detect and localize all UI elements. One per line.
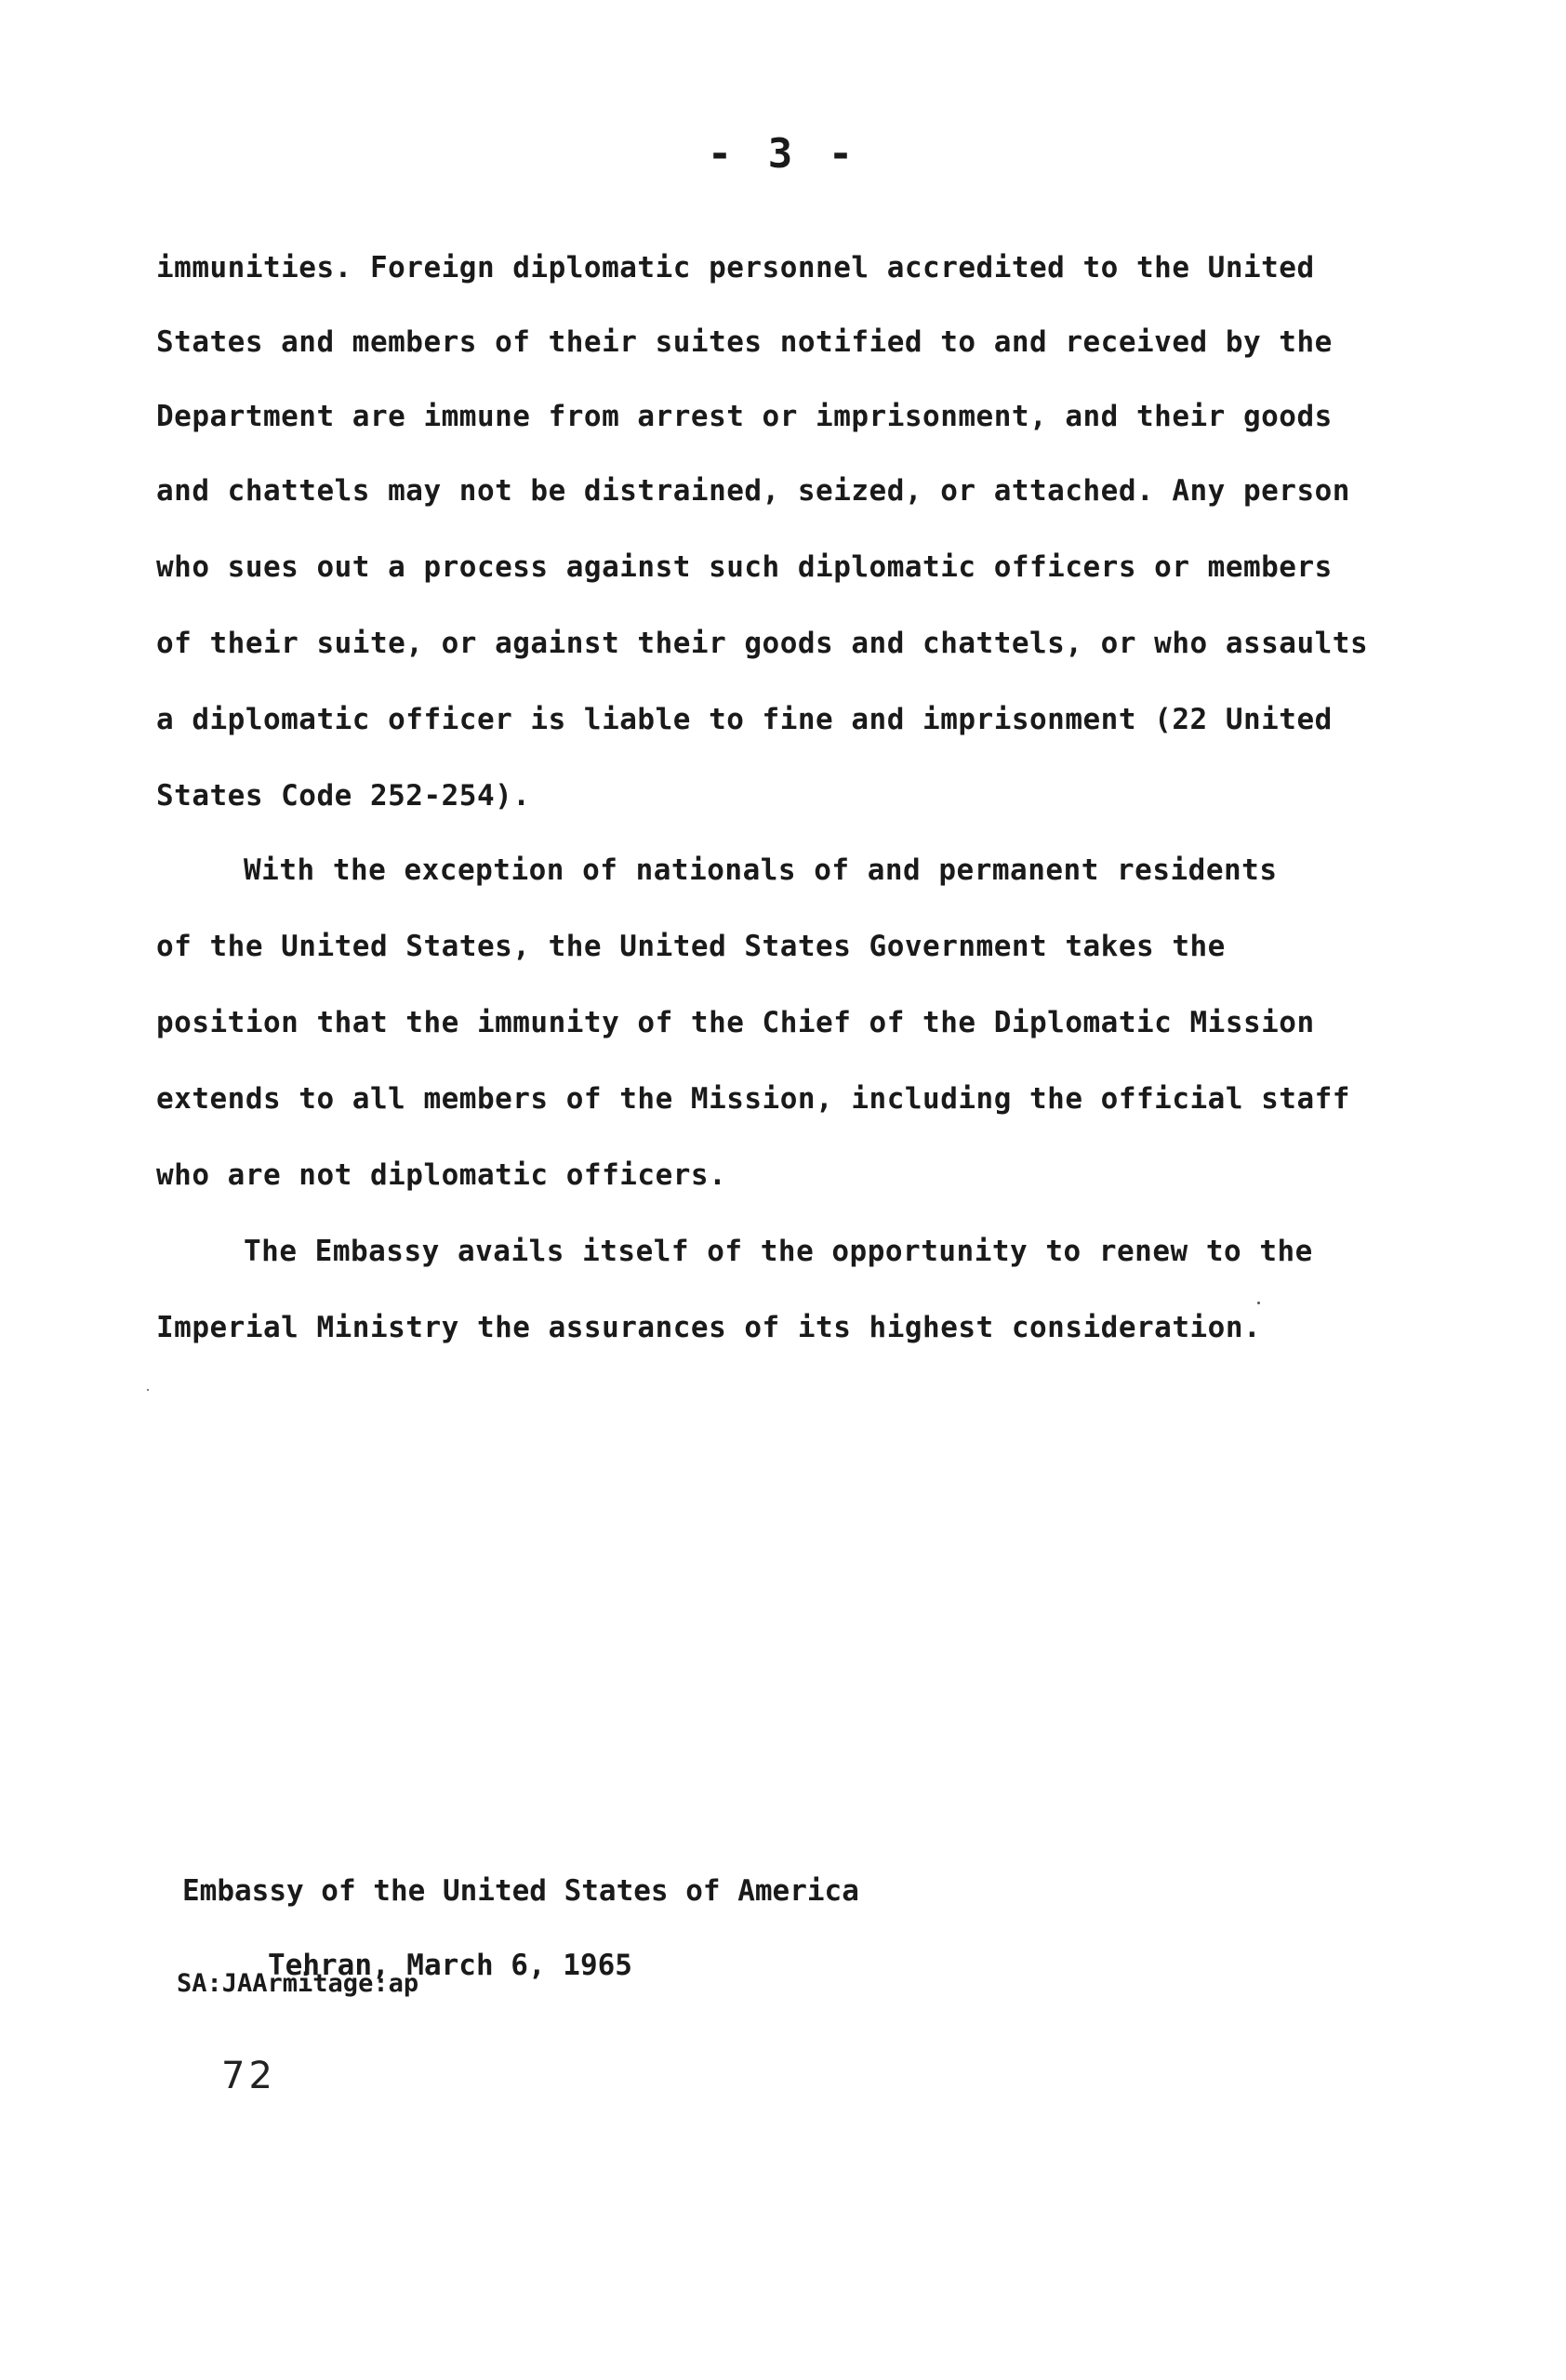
scan-speck [147,1389,149,1391]
paragraph-1-line-6: of their suite, or against their goods and chattels, or who assaults [156,627,1369,660]
paragraph-1-line-7: a diplomatic officer is liable to fine and imprisonment (22 United [156,703,1333,736]
paragraph-2-line-2: of the United States, the United States Government takes the [156,930,1226,963]
folio-number: 72 [221,2055,276,2097]
paragraph-1-line-4: and chattels may not be distrained, seized, or attached. Any person [156,474,1350,508]
paragraph-1-line-1: immunities. Foreign diplomatic personnel accredited to the United [156,251,1315,284]
paragraph-3-line-1: The Embassy avails itself of the opportunity to renew to the [244,1235,1313,1268]
scan-speck [1257,1302,1260,1304]
place-date: Tehran, March 6, 1965 [268,1949,632,1982]
page-number: - 3 - [707,130,859,178]
paragraph-2-line-4: extends to all members of the Mission, including the official staff [156,1082,1350,1116]
paragraph-1-line-8: States Code 252-254). [156,779,531,813]
paragraph-2-line-5: who are not diplomatic officers. [156,1158,727,1192]
embassy-signature: Embassy of the United States of America [182,1874,859,1908]
paragraph-3-line-2: Imperial Ministry the assurances of its highest consideration. [156,1311,1262,1344]
paragraph-2-line-1: With the exception of nationals of and permanent residents [244,853,1278,887]
paragraph-1-line-5: who sues out a process against such diplomatic officers or members [156,550,1333,584]
paragraph-1-line-3: Department are immune from arrest or imprisonment, and their goods [156,400,1333,433]
paragraph-2-line-3: position that the immunity of the Chief of the Diplomatic Mission [156,1006,1315,1039]
typist-reference: SA:JAArmitage:ap [177,1969,419,1998]
paragraph-1-line-2: States and members of their suites notified to and received by the [156,325,1333,359]
